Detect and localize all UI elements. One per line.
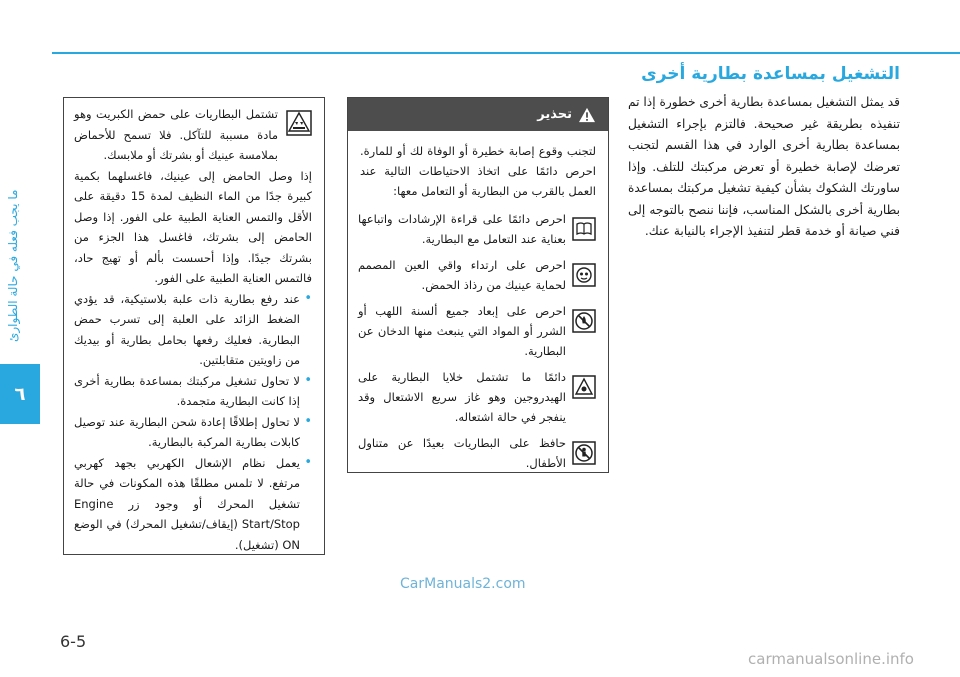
info-head <box>74 104 312 166</box>
warning-header <box>348 98 608 131</box>
warning-item-text: احرص دائمًا على قراءة الإرشادات واتباعها بعناية عند التعامل مع البطارية. <box>358 212 566 246</box>
watermark-text: CarManuals2.com <box>400 576 526 592</box>
book-icon <box>572 217 596 241</box>
warning-item <box>348 431 608 477</box>
list-item: • يعمل نظام الإشعال الكهربي بجهد كهربي مرتفع. لا تلمس مطلقًا هذه المكونات في حالة تشغيل المحرك أو وجود زر Engine Start/Stop (إيقاف/تشغيل المحرك) في الوضع ON (تشغيل). <box>74 453 312 556</box>
no-children-icon <box>572 441 596 465</box>
main-section <box>628 64 900 243</box>
warning-item <box>348 253 608 299</box>
warning-item <box>348 365 608 431</box>
warning-item-text: احرص على ارتداء واقي العين المصمم لحماية عينيك من رذاذ الحمض. <box>358 258 566 292</box>
header-rule <box>52 52 960 54</box>
warning-box <box>347 97 609 473</box>
warning-title: تحذير <box>537 107 572 122</box>
chapter-side-tab <box>0 0 40 677</box>
warning-intro: لتجنب وقوع إصابة خطيرة أو الوفاة لك أو للمارة. احرص دائمًا على اتخاذ الاحتياطات التالية عند العمل بالقرب من البطارية أو التعامل معها: <box>360 144 596 198</box>
chapter-number-badge: ٦ <box>0 364 40 424</box>
info-paragraph: إذا وصل الحامض إلى عينيك، فاغسلهما بكمية كبيرة جدًا من الماء النظيف لمدة 15 دقيقة على الأقل والتمس العناية الطبية على الفور. إذا وصل الحامض إلى بشرتك، فاغسل هذا الجزء من بشرتك جيدًا. وإذا أحسست بألم أو تهيج حاد، فالتمس العناية الطبية على الفور. <box>74 168 312 285</box>
page-number: 6-5 <box>60 632 87 651</box>
list-item: • لا تحاول تشغيل مركبتك بمساعدة بطارية أخرى إذا كانت البطارية متجمدة. <box>74 371 312 412</box>
info-bullet-list <box>74 289 312 556</box>
info-head-text: تشتمل البطاريات على حمض الكبريت وهو مادة مسببة للتآكل. فلا تسمح للأحماض بملامسة عينيك أو بشرتك أو ملابسك. <box>74 107 278 162</box>
battery-acid-info-box <box>63 97 325 555</box>
site-watermark-text: carmanualsonline.info <box>748 650 914 668</box>
hydrogen-gas-icon <box>572 375 596 399</box>
warning-item <box>348 207 608 253</box>
eye-protection-icon <box>572 263 596 287</box>
warning-triangle-icon <box>578 107 596 123</box>
chapter-title-vertical: ما يجب فعله في حالة الطوارئ <box>6 190 20 343</box>
warning-item <box>348 299 608 365</box>
warning-item-text: حافظ على البطاريات بعيدًا عن متناول الأطفال. <box>358 436 566 470</box>
list-item: • عند رفع بطارية ذات علبة بلاستيكية، قد يؤدي الضغط الزائد على العلبة إلى تسرب حمض البطارية. فعليك رفعها بحامل بطارية أو بيديك من زاويتين متقابلتين. <box>74 289 312 371</box>
warning-item-text: احرص على إبعاد جميع ألسنة اللهب أو الشرر أو المواد التي ينبعث منها الدخان عن البطارية. <box>358 304 566 358</box>
warning-item-text: دائمًا ما تشتمل خلايا البطارية على الهيدروجين وهو غاز سريع الاشتعال وقد ينفجر في حالة اشتعاله. <box>358 370 566 424</box>
section-body: قد يمثل التشغيل بمساعدة بطارية أخرى خطورة إذا تم تنفيذه بطريقة غير صحيحة. فالتزم بإجراء التشغيل بمساعدة بطارية أخرى الوارد في هذا القسم لتجنب تعرضك لإصابة خطيرة أو تعرض مركبتك للتلف. وإذا ساورتك الشكوك بشأن كيفية تشغيل مركبتك بمساعدة بطارية أخرى بالشكل المناسب، فإننا ننصح بالتوجه إلى فني صيانة أو خدمة قطر لتنفيذ الإجراء بالنيابة عنك. <box>628 95 900 238</box>
list-item: • لا تحاول إطلاقًا إعادة شحن البطارية عند توصيل كابلات بطارية المركبة بالبطارية. <box>74 412 312 453</box>
no-flame-icon <box>572 309 596 333</box>
section-title: التشغيل بمساعدة بطارية أخرى <box>641 64 900 84</box>
acid-corrosive-icon <box>286 110 312 136</box>
